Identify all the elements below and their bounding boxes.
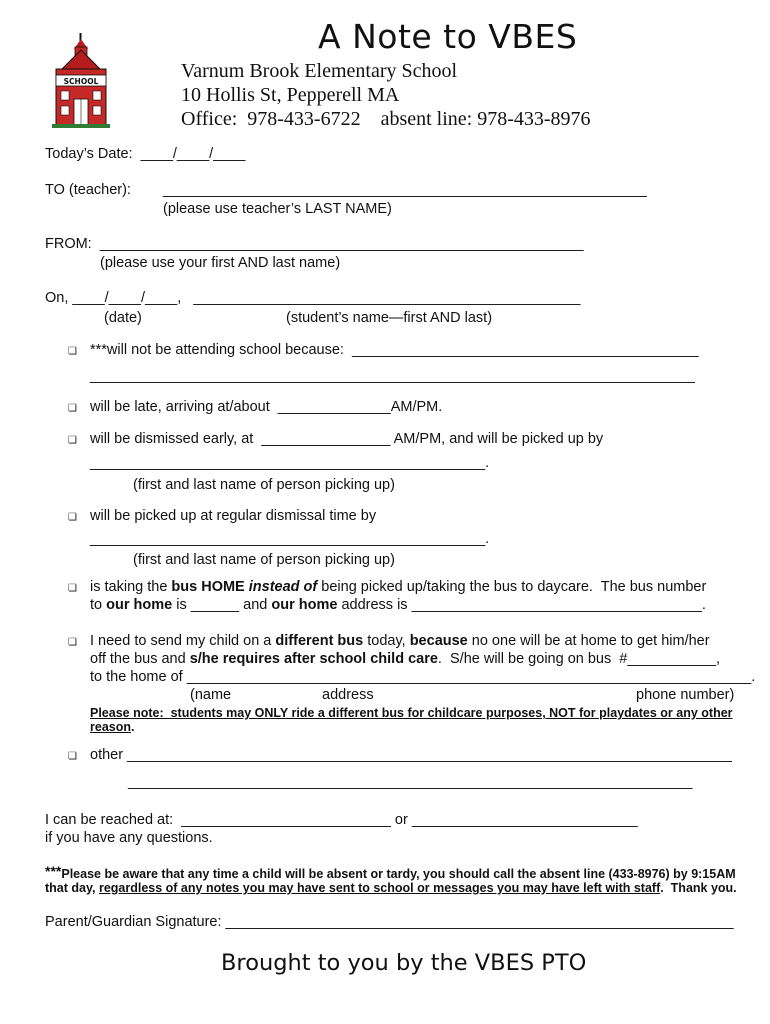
bus-home-line1[interactable]: is taking the bus HOME instead of being picked up/taking the bus to daycare. The bus number — [90, 579, 707, 595]
student-name-hint: (student’s name—first AND last) — [286, 310, 493, 326]
absent-reason-field[interactable]: ***will not be attending school because: ___________________________________________ — [90, 342, 699, 358]
pickup-person-hint-2: (first and last name of person picking up) — [133, 552, 395, 568]
late-arrival-field[interactable]: will be late, arriving at/about ______________AM/PM. — [90, 399, 443, 415]
school-name: Varnum Brook Elementary School — [181, 60, 458, 82]
pickup-person-hint: (first and last name of person picking up) — [133, 477, 395, 493]
absent-call-notice-line2: that day, regardless of any notes you may have sent to school or messages you may have left with staff. Thank you. — [45, 881, 737, 895]
todays-date-field[interactable]: Today’s Date: ____/____/____ — [45, 146, 246, 162]
bus-home-line2[interactable]: to our home is ______ and our home address is ____________________________________. — [90, 597, 706, 613]
other-field[interactable]: other ___________________________________________________________________________ — [90, 747, 732, 763]
school-house-logo — [52, 33, 110, 128]
dismissed-early-checkbox[interactable] — [68, 435, 77, 446]
different-bus-line1: I need to send my child on a different bus today, because no one will be at home to get him/her — [90, 633, 710, 649]
different-bus-home-field[interactable]: to the home of ______________________________________________________________________. — [90, 669, 756, 685]
to-teacher-field[interactable]: ____________________________________________________________ — [163, 182, 647, 198]
office-phone-line: Office: 978-433-6722 absent line: 978-433-8976 — [181, 108, 591, 130]
to-teacher-hint: (please use teacher’s LAST NAME) — [163, 201, 392, 217]
regular-dismissal-checkbox[interactable] — [68, 512, 77, 523]
different-bus-note-line2: reason. — [90, 720, 135, 734]
dismissed-early-field[interactable]: will be dismissed early, at ________________ AM/PM, and will be picked up by — [90, 431, 604, 447]
phone-number-hint: phone number) — [636, 687, 735, 703]
bus-home-checkbox[interactable] — [68, 583, 77, 594]
other-checkbox[interactable] — [68, 751, 77, 762]
absent-checkbox[interactable] — [68, 346, 77, 357]
on-date-student-field[interactable]: On, ____/____/____, ________________________________________________ — [45, 290, 581, 306]
absent-reason-line[interactable]: ___________________________________________________________________________ — [90, 368, 695, 384]
contact-questions-text: if you have any questions. — [45, 830, 213, 846]
to-teacher-label: TO (teacher): — [45, 182, 131, 198]
from-hint: (please use your first AND last name) — [100, 255, 341, 271]
regular-dismissal-label: will be picked up at regular dismissal time by — [90, 508, 377, 524]
different-bus-line2[interactable]: off the bus and s/he requires after school child care. S/he will be going on bus #___________, — [90, 651, 721, 667]
school-address: 10 Hollis St, Pepperell MA — [181, 84, 400, 106]
parent-signature-field[interactable]: Parent/Guardian Signature: _______________________________________________________________ — [45, 914, 734, 930]
footer-credit: Brought to you by the VBES PTO — [221, 950, 587, 976]
from-field[interactable]: FROM: ____________________________________________________________ — [45, 236, 584, 252]
name-hint: (name — [190, 687, 232, 703]
contact-phone-field[interactable]: I can be reached at: __________________________ or ____________________________ — [45, 812, 638, 828]
address-hint: address — [322, 687, 374, 703]
late-checkbox[interactable] — [68, 403, 77, 414]
other-line[interactable]: ______________________________________________________________________ — [128, 774, 693, 790]
dismissed-pickup-line[interactable]: _________________________________________________. — [90, 455, 490, 471]
absent-call-notice-line1: ***Please be aware that any time a child will be absent or tardy, you should call the absent line (433-8976) by 9:15AM — [45, 863, 736, 881]
different-bus-note-line1: Please note: students may ONLY ride a different bus for childcare purposes, NOT for playdates or any other — [90, 706, 733, 720]
logo-text: SCHOOL — [63, 77, 99, 86]
date-hint: (date) — [104, 310, 142, 326]
page-title: A Note to VBES — [318, 17, 578, 56]
regular-pickup-line[interactable]: _________________________________________________. — [90, 531, 490, 547]
different-bus-checkbox[interactable] — [68, 637, 77, 648]
